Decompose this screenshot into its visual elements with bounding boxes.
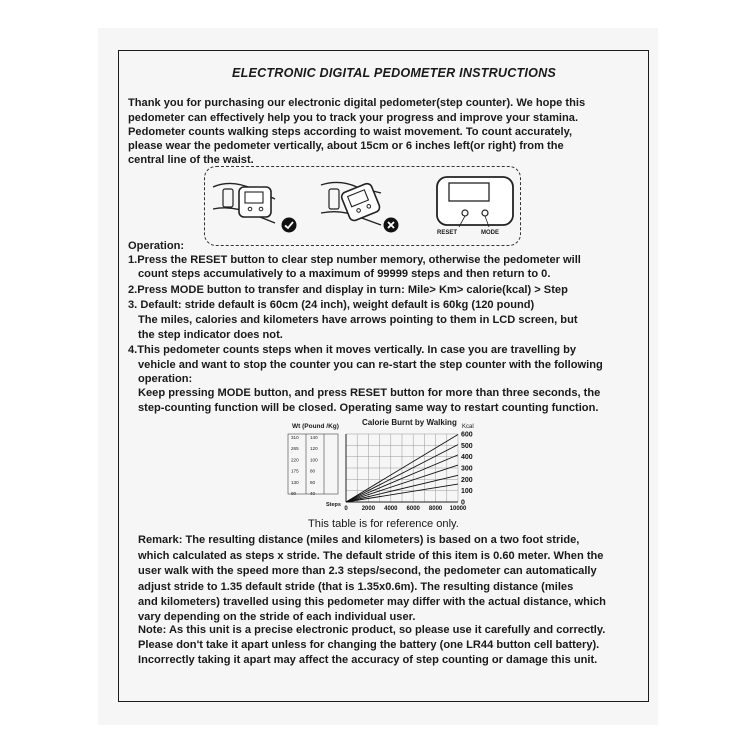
cross-icon [383,217,399,233]
kg-tick-label: 140 [310,435,318,440]
chart-title: Calorie Burnt by Walking [362,418,457,427]
intro-line: central line of the waist. [128,154,254,166]
operation-line: 2.Press MODE button to transfer and display in turn: Mile> Km> calorie(kcal) > Step [128,284,568,296]
y-tick-label: 300 [461,465,473,473]
wearing-illustration [204,166,521,246]
chart-caption: This table is for reference only. [308,518,459,530]
reset-button-label: RESET [437,230,458,236]
pound-tick-label: 220 [291,457,299,463]
operation-line: vehicle and want to stop the counter you can re-start the step counter with the following [138,359,603,371]
y-tick-label: 200 [461,476,473,484]
pound-tick-label: 130 [291,479,299,485]
note-line: Please don't take it apart unless for changing the battery (one LR44 button cell battery). [138,639,600,651]
chart-plot [284,416,494,518]
note-line: Incorrectly taking it apart may affect the accuracy of step counting or damage this unit. [138,654,598,666]
mode-button-label: MODE [481,230,499,236]
y-tick-label: 400 [461,454,473,462]
remark-line: Remark: The resulting distance (miles and kilometers) is based on a two foot stride, [138,534,580,546]
operation-line: 4.This pedometer counts steps when it moves vertically. In case you are travelling by [128,344,577,356]
note-line: Note: As this unit is a precise electronic product, so please use it carefully and correctly. [138,624,606,636]
operation-line: 3. Default: stride default is 60cm (24 inch), weight default is 60kg (120 pound) [128,299,535,311]
x-tick-label: 4000 [384,506,398,512]
chart-ylabel: Kcal [462,424,474,430]
check-icon [281,217,297,233]
y-tick-label: 100 [461,488,473,496]
pound-tick-label: 310 [291,435,299,440]
y-tick-label: 0 [461,499,465,507]
x-tick-label: 8000 [428,506,443,512]
x-tick-label: 2000 [361,506,376,512]
kg-tick-label: 80 [310,468,316,474]
operation-line: Keep pressing MODE button, and press RESET button for more than three seconds, the [138,387,601,399]
y-tick-label: 500 [461,442,473,450]
operation-heading: Operation: [128,240,185,252]
kg-tick-label: 40 [310,491,316,496]
remark-line: user walk with the speed more than 2.3 steps/second, the pedometer can automatically [138,565,597,577]
kg-tick-label: 60 [310,479,316,485]
weight-scale-box [288,434,338,494]
kg-tick-label: 120 [310,446,318,452]
x-tick-label: 0 [344,506,348,512]
operation-line: The miles, calories and kilometers have arrows pointing to them in LCD screen, but [138,314,578,326]
x-tick-label: 10000 [449,506,467,512]
operation-line: step-counting function will be closed. Operating same way to restart counting function. [138,402,599,414]
chart-weight-label: Wt (Pound /Kg) [292,423,339,430]
intro-line: Pedometer counts walking steps according to waist movement. To count accurately, [128,126,573,138]
intro-line: please wear the pedometer vertically, about 15cm or 6 inches left(or right) from the [128,140,564,152]
operation-line: 1.Press the RESET button to clear step number memory, otherwise the pedometer will [128,254,581,266]
remark-line: which calculated as steps x stride. The default stride of this item is 0.60 meter. When the [138,550,604,562]
x-tick-label: 6000 [406,506,420,512]
operation-line: operation: [138,373,193,385]
pound-tick-label: 175 [291,468,299,474]
remark-line: vary depending on the stride of each individual user. [138,611,416,623]
pedometer-front-figure [435,175,515,227]
remark-line: and kilometers) travelled using this pedometer may differ with the actual distance, which [138,596,606,608]
kg-tick-label: 100 [310,457,318,463]
intro-line: pedometer can effectively help you to track your progress and improve your stamina. [128,112,579,124]
operation-line: the step indicator does not. [138,329,283,341]
calorie-chart [284,416,494,518]
document-title: ELECTRONIC DIGITAL PEDOMETER INSTRUCTIONS [232,66,556,80]
intro-line: Thank you for purchasing our electronic digital pedometer(step counter). We hope this [128,97,586,109]
pound-tick-label: 265 [291,446,299,452]
pound-tick-label: 90 [291,491,297,496]
remark-line: adjust stride to 1.35 default stride (that is 1.35x0.6m). The resulting distance (miles [138,581,574,593]
y-tick-label: 600 [461,431,473,439]
operation-line: count steps accumulatively to a maximum of 99999 steps and then return to 0. [138,268,551,280]
chart-xlabel: Steps [326,502,341,508]
